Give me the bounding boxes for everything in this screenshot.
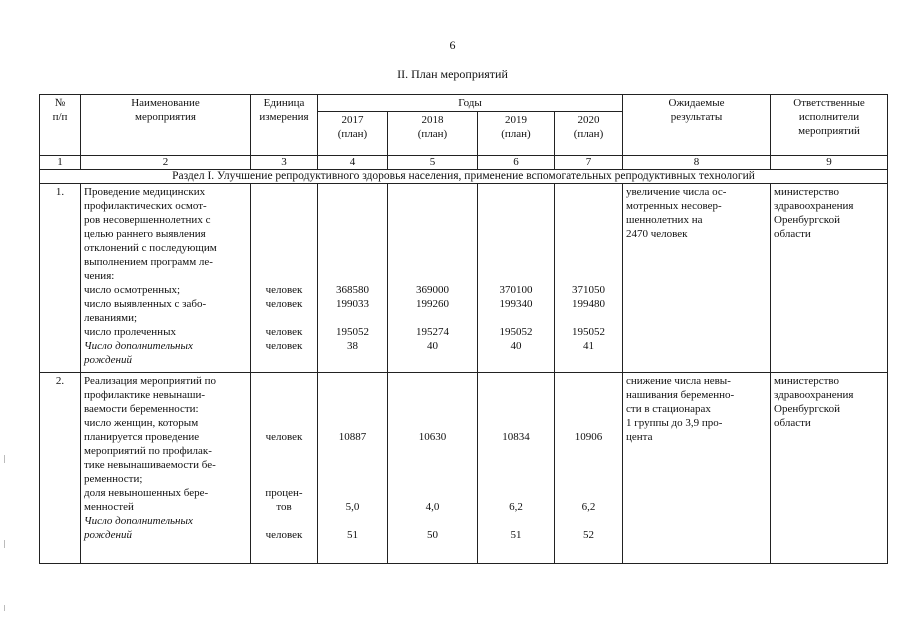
responsible-executor: министерство здравоохранения Оренбургской области bbox=[771, 184, 888, 373]
header-2020: 2020 (план) bbox=[555, 112, 623, 156]
expected-result: снижение числа невы- нашивания беременно- сти в стационарах 1 группы до 3,9 про- цента bbox=[623, 373, 771, 564]
value: 195052 bbox=[499, 326, 533, 338]
header-2018: 2018 (план) bbox=[388, 112, 478, 156]
value: 40 bbox=[510, 340, 522, 352]
col-number: 4 bbox=[318, 156, 388, 170]
value: 5,0 bbox=[345, 501, 360, 513]
value-cell-2020 bbox=[555, 373, 623, 564]
col-number: 5 bbox=[388, 156, 478, 170]
unit-value: человек bbox=[265, 340, 303, 352]
unit-value: человек bbox=[265, 326, 303, 338]
value: 195052 bbox=[336, 326, 369, 338]
value-cell-2018 bbox=[388, 373, 478, 564]
col-number: 7 bbox=[555, 156, 623, 170]
value: 199340 bbox=[499, 298, 533, 310]
value-cell-2018 bbox=[388, 184, 478, 373]
value: 52 bbox=[583, 529, 594, 541]
indicator-label: число женщин, которым планируется проведение мероприятий по профилак- тике невынашиваемости бе- ременности; bbox=[84, 417, 216, 485]
column-number-row bbox=[40, 156, 888, 170]
value: 369000 bbox=[416, 284, 449, 296]
header-responsible: Ответственные исполнители мероприятий bbox=[771, 95, 888, 156]
plan-table bbox=[39, 94, 888, 564]
row-number: 1. bbox=[40, 184, 81, 373]
indicator-label: число выявленных с забо- леваниями; bbox=[84, 298, 207, 324]
row-number: 2. bbox=[40, 373, 81, 564]
value-cell-2019 bbox=[478, 184, 555, 373]
value: 10834 bbox=[502, 431, 530, 443]
value: 38 bbox=[347, 340, 358, 352]
value: 195274 bbox=[416, 326, 449, 338]
unit-value: человек bbox=[265, 431, 303, 443]
col-number: 9 bbox=[771, 156, 888, 170]
header-years: Годы bbox=[318, 95, 623, 112]
table-row bbox=[40, 373, 888, 564]
value: 199480 bbox=[572, 298, 605, 310]
unit-value: человек bbox=[265, 298, 303, 310]
value: 51 bbox=[347, 529, 358, 541]
section-title: Раздел I. Улучшение репродуктивного здоровья населения, применение вспомогательных репродуктивных технологий bbox=[40, 170, 888, 184]
header-results: Ожидаемые результаты bbox=[623, 95, 771, 156]
expected-result: увеличение числа ос- мотренных несовер- шеннолетних на 2470 человек bbox=[623, 184, 771, 373]
value: 6,2 bbox=[581, 501, 596, 513]
value: 195052 bbox=[572, 326, 605, 338]
value: 10630 bbox=[418, 431, 447, 443]
scan-mark bbox=[4, 605, 5, 611]
value: 4,0 bbox=[425, 501, 440, 513]
unit-cell bbox=[251, 184, 318, 373]
value: 50 bbox=[427, 529, 438, 541]
value: 6,2 bbox=[509, 501, 523, 513]
unit-value: человек bbox=[265, 529, 303, 541]
unit-cell bbox=[251, 373, 318, 564]
value-cell-2017 bbox=[318, 373, 388, 564]
scan-mark bbox=[4, 455, 5, 463]
responsible-executor: министерство здравоохранения Оренбургской области bbox=[771, 373, 888, 564]
col-number: 3 bbox=[251, 156, 318, 170]
measure-name bbox=[81, 373, 251, 564]
header-2017: 2017 (план) bbox=[318, 112, 388, 156]
scan-mark bbox=[4, 540, 5, 548]
col-number: 2 bbox=[81, 156, 251, 170]
header-unit: Единица измерения bbox=[251, 95, 318, 156]
unit-value: процен- тов bbox=[265, 487, 303, 513]
measure-name bbox=[81, 184, 251, 373]
header-2019: 2019 (план) bbox=[478, 112, 555, 156]
col-number: 8 bbox=[623, 156, 771, 170]
value-cell-2019 bbox=[478, 373, 555, 564]
measure-intro: Реализация мероприятий по профилактике невынаши- ваемости беременности: bbox=[84, 375, 217, 415]
value: 370100 bbox=[499, 284, 533, 296]
value-cell-2020 bbox=[555, 184, 623, 373]
value: 41 bbox=[583, 340, 594, 352]
header-row bbox=[40, 95, 888, 112]
value: 199260 bbox=[416, 298, 449, 310]
value: 40 bbox=[427, 340, 438, 352]
header-name: Наименование мероприятия bbox=[81, 95, 251, 156]
value: 199033 bbox=[336, 298, 369, 310]
indicator-label: число пролеченных bbox=[84, 326, 176, 338]
indicator-label: Число дополнительных рождений bbox=[84, 340, 193, 366]
value: 368580 bbox=[336, 284, 369, 296]
value: 371050 bbox=[572, 284, 605, 296]
value: 10887 bbox=[338, 431, 367, 443]
table-row bbox=[40, 184, 888, 373]
value: 51 bbox=[510, 529, 522, 541]
section-row bbox=[40, 170, 888, 184]
col-number: 6 bbox=[478, 156, 555, 170]
value: 10906 bbox=[574, 431, 603, 443]
indicator-label: доля невыношенных бере- менностей bbox=[84, 487, 209, 513]
col-number: 1 bbox=[40, 156, 81, 170]
header-no: № п/п bbox=[40, 95, 81, 156]
value-cell-2017 bbox=[318, 184, 388, 373]
page-title: II. План мероприятий bbox=[397, 67, 508, 81]
indicator-label: число осмотренных; bbox=[84, 284, 181, 296]
measure-intro: Проведение медицинских профилактических осмот- ров несовершеннолетних с целью раннего выявления отклонений с последующим выполнением программ ле- чения: bbox=[84, 186, 217, 282]
indicator-label: Число дополнительных рождений bbox=[84, 515, 193, 541]
page-number: 6 bbox=[449, 38, 456, 52]
unit-value: человек bbox=[265, 284, 303, 296]
